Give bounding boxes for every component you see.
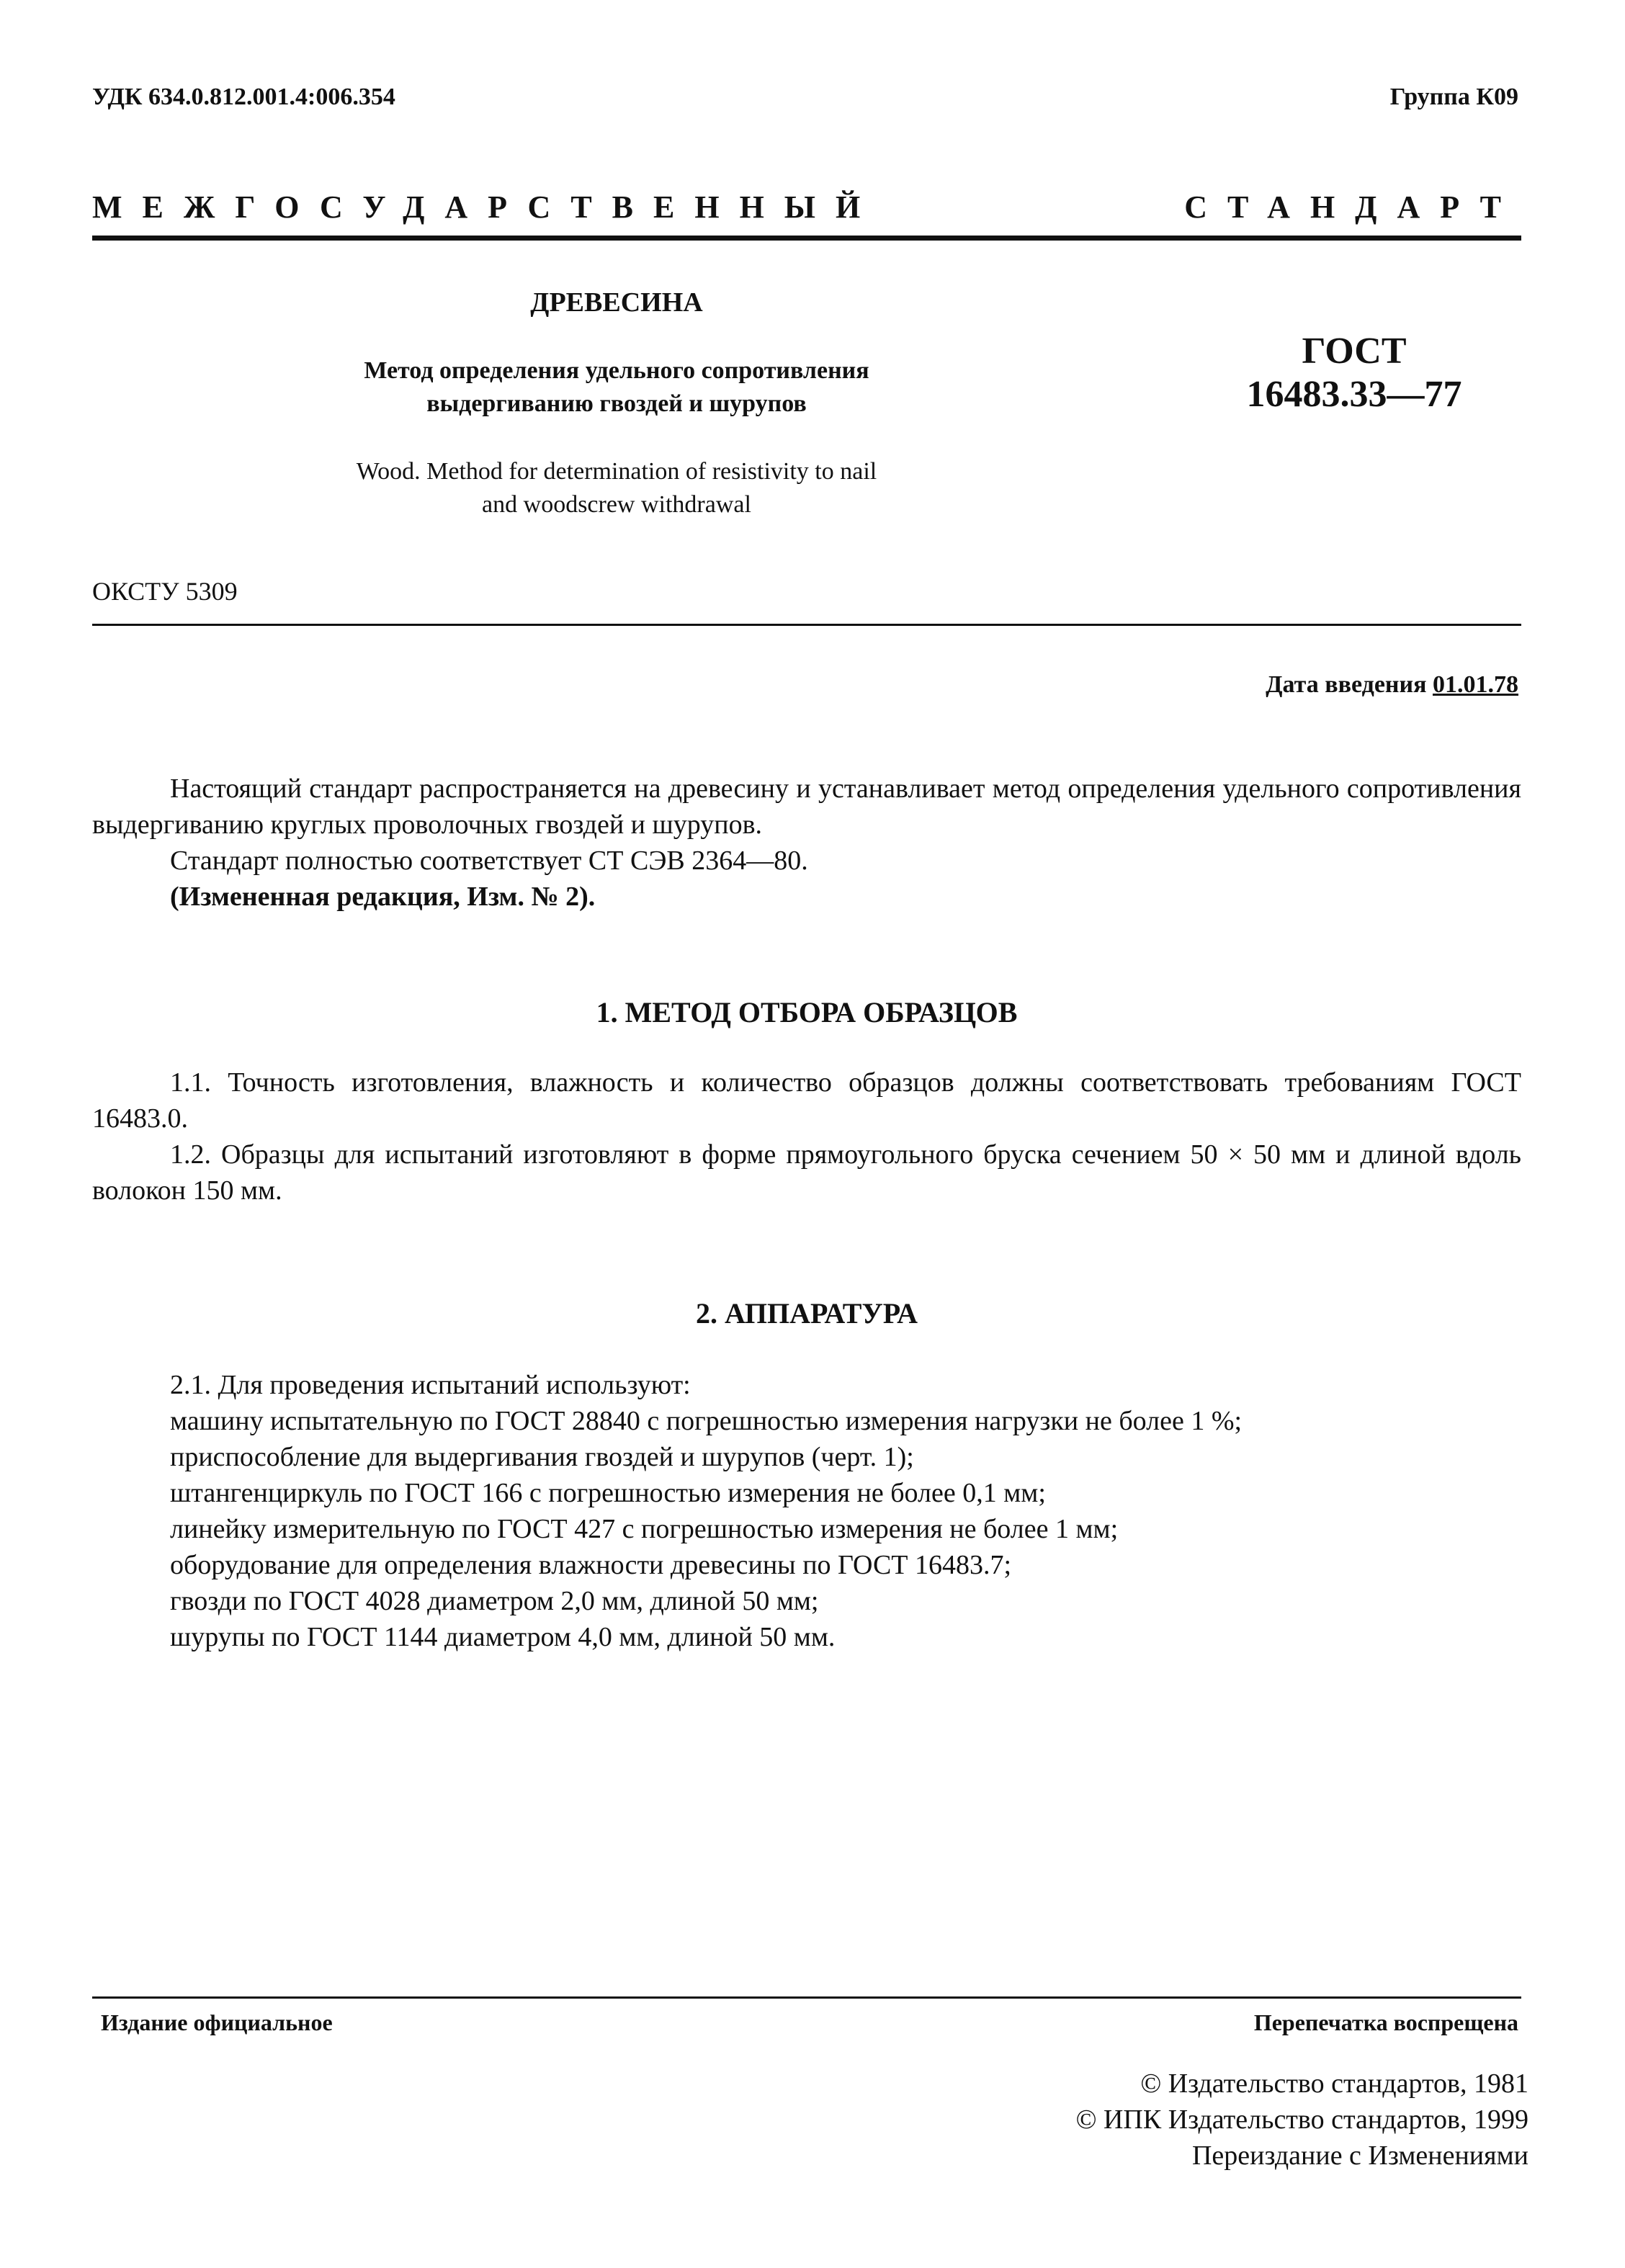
group-code: Группа К09 bbox=[1389, 84, 1518, 110]
subtitle-line-1: Метод определения удельного сопротивления bbox=[364, 357, 869, 384]
banner-word-standard: СТАНДАРТ bbox=[1184, 189, 1521, 225]
clause-1-2: 1.2. Образцы для испытаний изготовляют в форме прямоугольного бруска сечением 50 × 50 мм и длиной вдоль волокон 150 мм. bbox=[92, 1139, 1521, 1206]
document-title: ДРЕВЕСИНА bbox=[530, 287, 703, 318]
list-item: линейку измерительную по ГОСТ 427 с погрешностью измерения не более 1 мм; bbox=[170, 1514, 1119, 1544]
reprint-prohibited: Перепечатка воспрещена bbox=[1253, 2009, 1518, 2035]
reissue-note: Переиздание с Изменениями bbox=[1191, 2141, 1528, 2171]
okstu-code: ОКСТУ 5309 bbox=[92, 577, 238, 606]
english-title-line-2: and woodscrew withdrawal bbox=[482, 491, 751, 518]
list-item: машину испытательную по ГОСТ 28840 с погрешностью измерения нагрузки не более 1 %; bbox=[170, 1406, 1243, 1436]
equipment-list bbox=[92, 1403, 1521, 1655]
copyright-block bbox=[1076, 2066, 1528, 2174]
footer-rule bbox=[92, 1996, 1521, 1999]
standard-banner bbox=[92, 189, 1521, 225]
document-subtitle bbox=[216, 354, 1017, 421]
list-item: шурупы по ГОСТ 1144 диаметром 4,0 мм, длиной 50 мм. bbox=[170, 1622, 836, 1652]
preamble bbox=[92, 771, 1521, 915]
list-item: гвозди по ГОСТ 4028 диаметром 2,0 мм, длиной 50 мм; bbox=[170, 1586, 819, 1616]
preamble-amendment: (Измененная редакция, Изм. № 2). bbox=[170, 882, 596, 912]
gost-number: 16483.33—77 bbox=[1246, 374, 1462, 415]
banner-rule bbox=[92, 236, 1521, 241]
gost-label: ГОСТ bbox=[1302, 331, 1407, 372]
list-item: штангенциркуль по ГОСТ 166 с погрешностью измерения не более 0,1 мм; bbox=[170, 1478, 1046, 1508]
introduction-date-label: Дата введения bbox=[1266, 671, 1427, 698]
copyright-1981: © Издательство стандартов, 1981 bbox=[1140, 2068, 1528, 2099]
list-item: оборудование для определения влажности древесины по ГОСТ 16483.7; bbox=[170, 1550, 1012, 1580]
clause-1-1: 1.1. Точность изготовления, влажность и количество образцов должны соответствовать требованиям ГОСТ 16483.0. bbox=[92, 1067, 1521, 1134]
subtitle-line-2: выдергиванию гвоздей и шурупов bbox=[426, 390, 807, 417]
english-title-line-1: Wood. Method for determination of resistivity to nail bbox=[356, 458, 877, 485]
banner-word-interstate: МЕЖГОСУДАРСТВЕННЫЙ bbox=[92, 189, 881, 225]
preamble-compliance: Стандарт полностью соответствует СТ СЭВ 2364—80. bbox=[170, 846, 808, 876]
udk-code: УДК 634.0.812.001.4:006.354 bbox=[92, 84, 395, 110]
gost-designation bbox=[1196, 330, 1513, 416]
title-rule bbox=[92, 624, 1521, 626]
preamble-scope: Настоящий стандарт распространяется на древесину и устанавливает метод определения удельного сопротивления выдергиванию круглых проволочных гвоздей и шурупов. bbox=[92, 774, 1521, 840]
section-1-body bbox=[92, 1064, 1521, 1209]
section-2-body bbox=[92, 1367, 1521, 1655]
copyright-1999: © ИПК Издательство стандартов, 1999 bbox=[1075, 2105, 1528, 2135]
section-2-heading: 2. АППАРАТУРА bbox=[696, 1297, 918, 1330]
introduction-date-value: 01.01.78 bbox=[1433, 671, 1518, 698]
clause-2-1-lead: 2.1. Для проведения испытаний используют: bbox=[170, 1370, 691, 1400]
section-1-heading: 1. МЕТОД ОТБОРА ОБРАЗЦОВ bbox=[596, 996, 1018, 1028]
english-title bbox=[216, 455, 1017, 521]
official-edition: Издание официальное bbox=[101, 2009, 333, 2035]
list-item: приспособление для выдергивания гвоздей и шурупов (черт. 1); bbox=[170, 1442, 914, 1472]
introduction-date bbox=[1266, 671, 1518, 699]
